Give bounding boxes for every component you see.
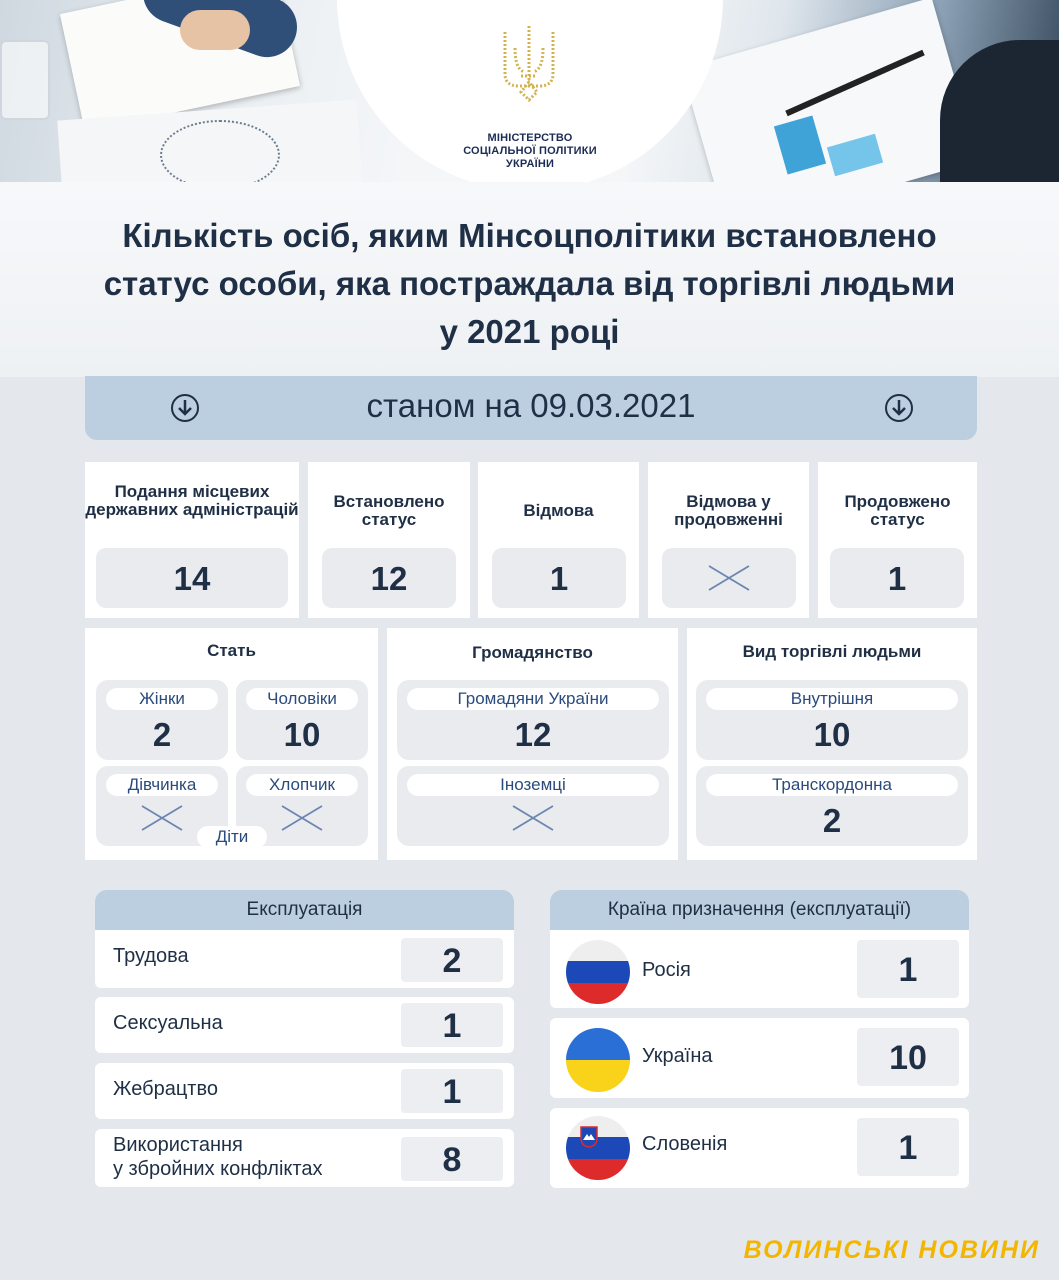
row-label-line: Використання <box>113 1134 243 1156</box>
girl-label: Дівчинка <box>106 774 218 796</box>
ukraine-flag-icon <box>566 1028 630 1092</box>
boy-label: Хлопчик <box>246 774 358 796</box>
exploitation-row <box>95 1129 514 1187</box>
internal-value: 10 <box>813 716 851 753</box>
stat-card <box>478 462 639 618</box>
sleeve <box>940 40 1059 182</box>
cross-icon <box>280 804 324 832</box>
row-value: 1 <box>401 1003 503 1047</box>
exploitation-row <box>95 930 514 988</box>
watermark-logo: ВОЛИНСЬКІ НОВИНИ <box>743 1236 1040 1264</box>
date-bar <box>85 376 977 440</box>
row-label <box>113 1133 322 1181</box>
destination-row <box>550 1108 969 1188</box>
women-box <box>96 680 228 760</box>
stat-value: 12 <box>322 548 456 608</box>
ukr-citizens-box <box>397 680 669 760</box>
date-text: станом на 09.03.2021 <box>366 387 696 424</box>
row-value: 1 <box>401 1069 503 1113</box>
stat-card <box>85 462 299 618</box>
women-label: Жінки <box>106 688 218 710</box>
cross-border-box <box>696 766 968 846</box>
row-value: 1 <box>857 1118 959 1176</box>
section-title: Стать <box>207 641 256 660</box>
ministry-line: СОЦІАЛЬНОЇ ПОЛІТИКИ <box>463 145 597 157</box>
row-label: Жебрацтво <box>113 1078 218 1100</box>
country-name: Україна <box>642 1045 713 1067</box>
country-name: Словенія <box>642 1133 728 1155</box>
destination-row <box>550 930 969 1008</box>
children-label: Діти <box>197 826 267 848</box>
destination-header: Країна призначення (експлуатації) <box>550 890 969 930</box>
stat-value: 1 <box>830 548 964 608</box>
cross-icon <box>140 804 184 832</box>
stat-card <box>308 462 470 618</box>
row-label: Трудова <box>113 945 189 967</box>
row-value: 2 <box>401 938 503 982</box>
stat-value-empty <box>662 548 796 608</box>
cross-border-value: 2 <box>822 802 842 839</box>
row-value: 1 <box>857 940 959 998</box>
title-line: Кількість осіб, яким Мінсоцполітики встановлено <box>122 217 937 254</box>
destination-row <box>550 1018 969 1098</box>
pie-sketch <box>160 120 280 182</box>
foreigners-label: Іноземці <box>407 774 659 796</box>
row-label: Сексуальна <box>113 1012 223 1034</box>
row-value: 8 <box>401 1137 503 1181</box>
exploitation-row <box>95 997 514 1053</box>
internal-box <box>696 680 968 760</box>
title-line: статус особи, яка постраждала від торгівлі людьми <box>103 265 956 302</box>
arrow-down-circle-icon <box>885 394 913 422</box>
gender-card <box>85 628 378 860</box>
women-value: 2 <box>152 716 172 753</box>
coat-of-arms-icon <box>580 1126 598 1148</box>
glass-of-water <box>0 40 50 120</box>
section-title: Громадянство <box>472 643 593 662</box>
hand <box>180 10 250 50</box>
stat-value: 1 <box>492 548 626 608</box>
ministry-line: МІНІСТЕРСТВО <box>487 132 573 144</box>
internal-label: Внутрішня <box>706 688 958 710</box>
trafficking-type-card <box>687 628 977 860</box>
citizenship-card <box>387 628 678 860</box>
stat-label: Відмова у продовженні <box>674 492 783 529</box>
stat-label: Встановлено статус <box>333 492 445 529</box>
section-title: Вид торгівлі людьми <box>742 642 922 661</box>
men-box <box>236 680 368 760</box>
men-label: Чоловіки <box>246 688 358 710</box>
row-value: 10 <box>857 1028 959 1086</box>
men-value: 10 <box>283 716 321 753</box>
cross-icon <box>707 564 751 592</box>
ministry-name <box>430 132 630 171</box>
cross-icon <box>511 804 555 832</box>
exploitation-header: Експлуатація <box>95 890 514 930</box>
stat-label: Подання місцевих державних адміністрацій <box>85 482 299 519</box>
stat-value: 14 <box>96 548 288 608</box>
stat-card <box>648 462 809 618</box>
trident-icon <box>499 22 559 104</box>
foreigners-box <box>397 766 669 846</box>
slovenia-flag-icon <box>566 1116 630 1180</box>
cross-border-label: Транскордонна <box>706 774 958 796</box>
russia-flag-icon <box>566 940 630 1004</box>
ministry-line: УКРАЇНИ <box>505 158 555 170</box>
exploitation-row <box>95 1063 514 1119</box>
title-line: у 2021 році <box>439 313 620 350</box>
stat-label: Продовжено статус <box>844 492 951 529</box>
stat-label: Відмова <box>523 501 594 520</box>
country-name: Росія <box>642 959 691 981</box>
page-title <box>20 212 1039 356</box>
row-label-line: у збройних конфліктах <box>113 1158 323 1180</box>
ukr-citizens-value: 12 <box>514 716 552 753</box>
ukr-citizens-label: Громадяни України <box>407 688 659 710</box>
stat-card <box>818 462 977 618</box>
